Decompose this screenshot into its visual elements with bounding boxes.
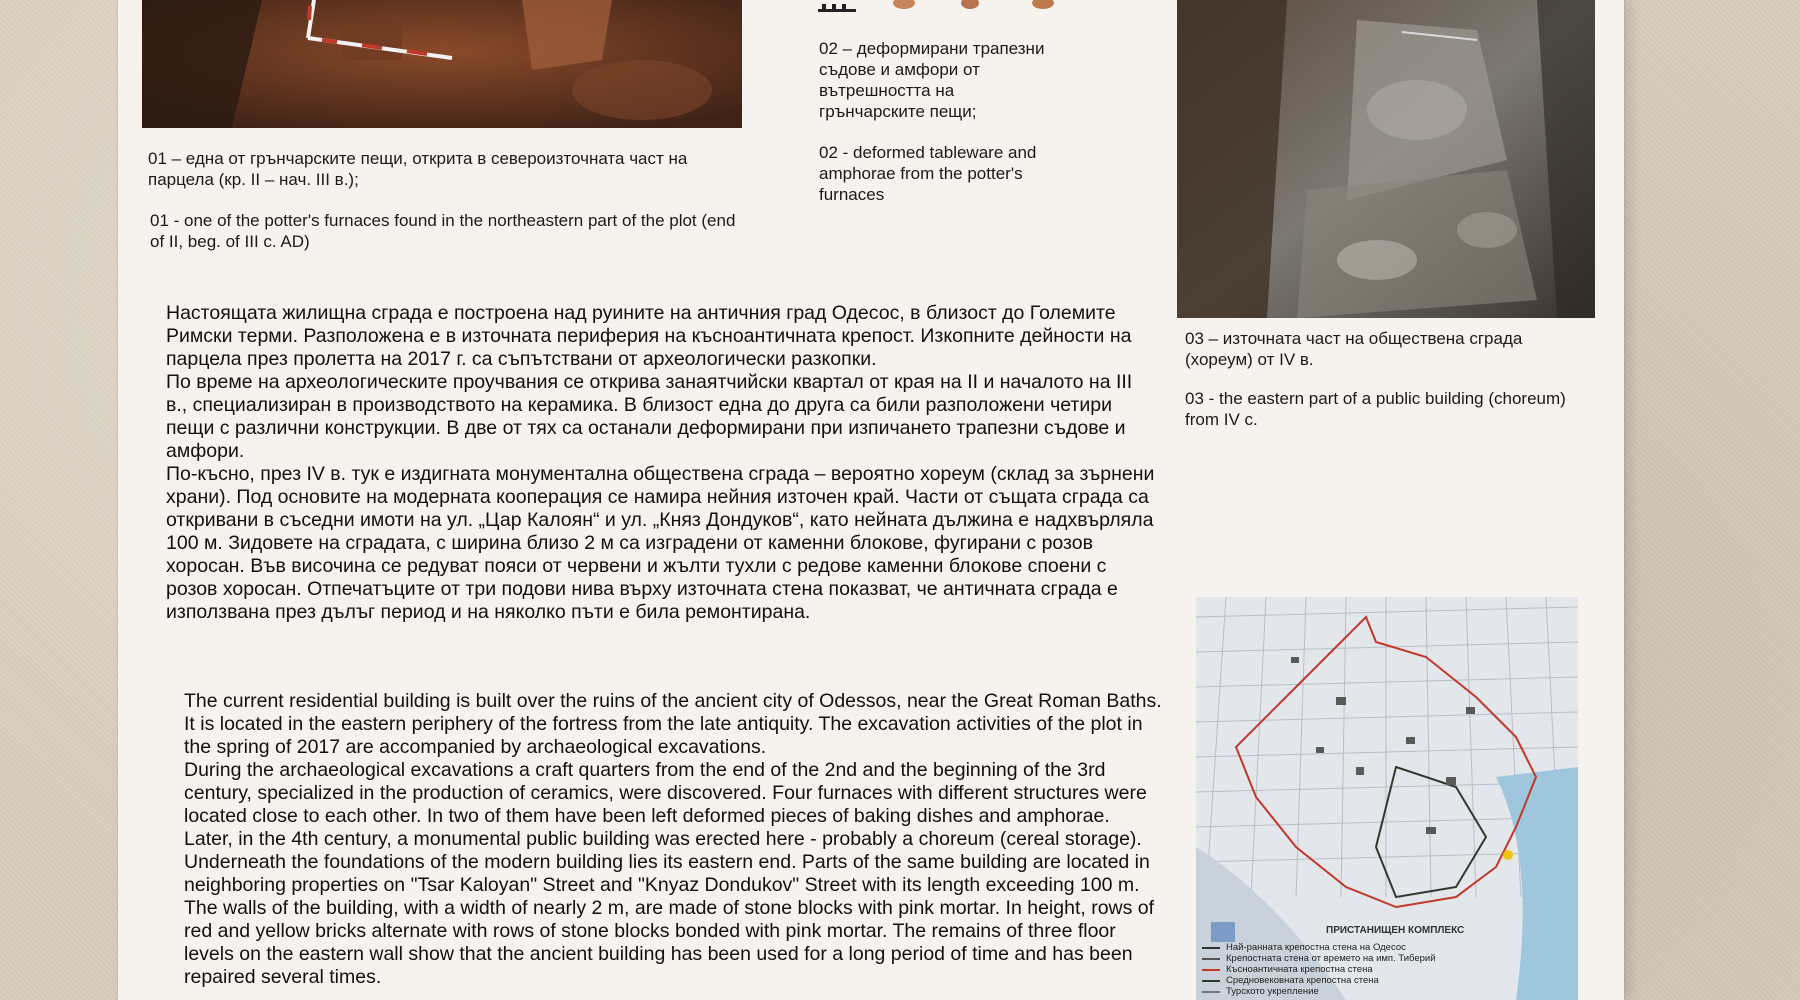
body-text-english [184, 690, 1169, 989]
map-port-label: ПРИСТАНИЩЕН КОМПЛЕКС [1326, 925, 1465, 936]
photo-pottery-image [818, 0, 1078, 18]
photo-furnace [142, 0, 742, 128]
map-legend-label: Късноантичната крепостна стена [1226, 964, 1373, 975]
map-legend-item [1202, 953, 1502, 964]
en-paragraph: During the archaeological excavations a craft quarters from the end of the 2nd and the beginning of the 3rd century, specialized in the production of ceramics, were discovered. Four furnaces with different structures were located close to each other. In two of them have been left deformed pieces of baking dishes and amphorae. [184, 759, 1147, 827]
map-legend-item [1202, 964, 1502, 975]
bg-paragraph: По време на археологическите проучвания се открива занаятчийски квартал от края на II и началото на III в., специализиран в производството на керамика. В близост една до друга са били разположени четири пещи с различни конструкции. В две от тях са останали деформирани при изпичането трапезни съдове и амфори. [166, 371, 1133, 462]
map-legend-label: Средновековната крепостна стена [1226, 975, 1379, 986]
map-legend-label: Най-ранната крепостна стена на Одесос [1226, 942, 1406, 953]
caption-03-en: 03 - the eastern part of a public building (choreum) from IV c. [1185, 389, 1566, 429]
city-map [1196, 597, 1578, 1000]
en-paragraph: Later, in the 4th century, a monumental public building was erected here - probably a choreum (cereal storage). Underneath the foundations of the modern building lies its eastern end. Parts of the same building are located in neighboring properties on "Tsar Kaloyan" Street and "Knyaz Dondukov" Street with its length exceeding 100 m. The walls of the building, with a width of nearly 2 m, are made of stone blocks with pink mortar. In height, rows of red and yellow bricks alternate with rows of stone blocks bonded with pink mortar. The remains of three floor levels on the eastern wall show that the ancient building has been used for a long period of time and has been repaired several times. [184, 828, 1155, 988]
map-legend-label: Турското укрепление [1226, 986, 1319, 997]
city-map-drawing [1196, 597, 1578, 1000]
body-text-bulgarian [166, 302, 1156, 624]
info-panel [118, 0, 1624, 1000]
bg-paragraph: По-късно, през IV в. тук е издигната монументална обществена сграда – вероятно хореум (склад за зърнени храни). Под основите на модерната кооперация се намира нейния източен край. Части от същата сграда са откривани в съседни имоти на ул. „Цар Калоян“ и ул. „Княз Дондуков“, като нейната дължина е надхвърляла 100 м. Зидовете на сградата, с ширина близо 2 м са изградени от каменни блокове, фугирани с розов хоросан. Във височина се редуват пояси от червени и жълти тухли с редове каменни блокове споени с розов хоросан. Отпечатъците от три подови нива върху източната стена показват, че античната сграда е използвана през дълъг период и на няколко пъти е била ремонтирана. [166, 463, 1155, 623]
photo-furnace-image [142, 0, 742, 128]
map-legend-item [1202, 975, 1502, 986]
caption-01-bg: 01 – една от грънчарските пещи, открита в североизточната част на парцела (кр. II – нач. III в.); [148, 149, 688, 189]
map-legend-item [1202, 986, 1502, 997]
bg-paragraph: Настоящата жилищна сграда е построена над руините на античния град Одесос, в близост до Големите Римски терми. Разположена е в източната периферия на късноантичната крепост. Изкопните дейности на парцела през пролетта на 2017 г. са съпътствани от археологически разкопки. [166, 302, 1132, 370]
photo-choreum [1177, 0, 1595, 318]
photo-pottery [818, 0, 1078, 18]
map-legend-label: Крепостната стена от времето на имп. Тиберий [1226, 953, 1436, 964]
caption-02-en: 02 - deformed tableware and amphorae from the potter's furnaces [819, 143, 1037, 204]
caption-02-bg: 02 – деформирани трапезни съдове и амфори от вътрешността на грънчарските пещи; [819, 39, 1045, 121]
caption-03-bg: 03 – източната част на обществена сграда (хореум) от IV в. [1185, 329, 1523, 369]
map-legend [1202, 942, 1502, 997]
caption-01-en: 01 - one of the potter's furnaces found in the northeastern part of the plot (end of II, beg. of III c. AD) [150, 211, 736, 251]
photo-choreum-image [1177, 0, 1595, 318]
en-paragraph: The current residential building is built over the ruins of the ancient city of Odessos, near the Great Roman Baths. It is located in the eastern periphery of the fortress from the late antiquity. The excavation activities of the plot in the spring of 2017 are accompanied by archaeological excavations. [184, 690, 1162, 758]
map-legend-item [1202, 942, 1502, 953]
